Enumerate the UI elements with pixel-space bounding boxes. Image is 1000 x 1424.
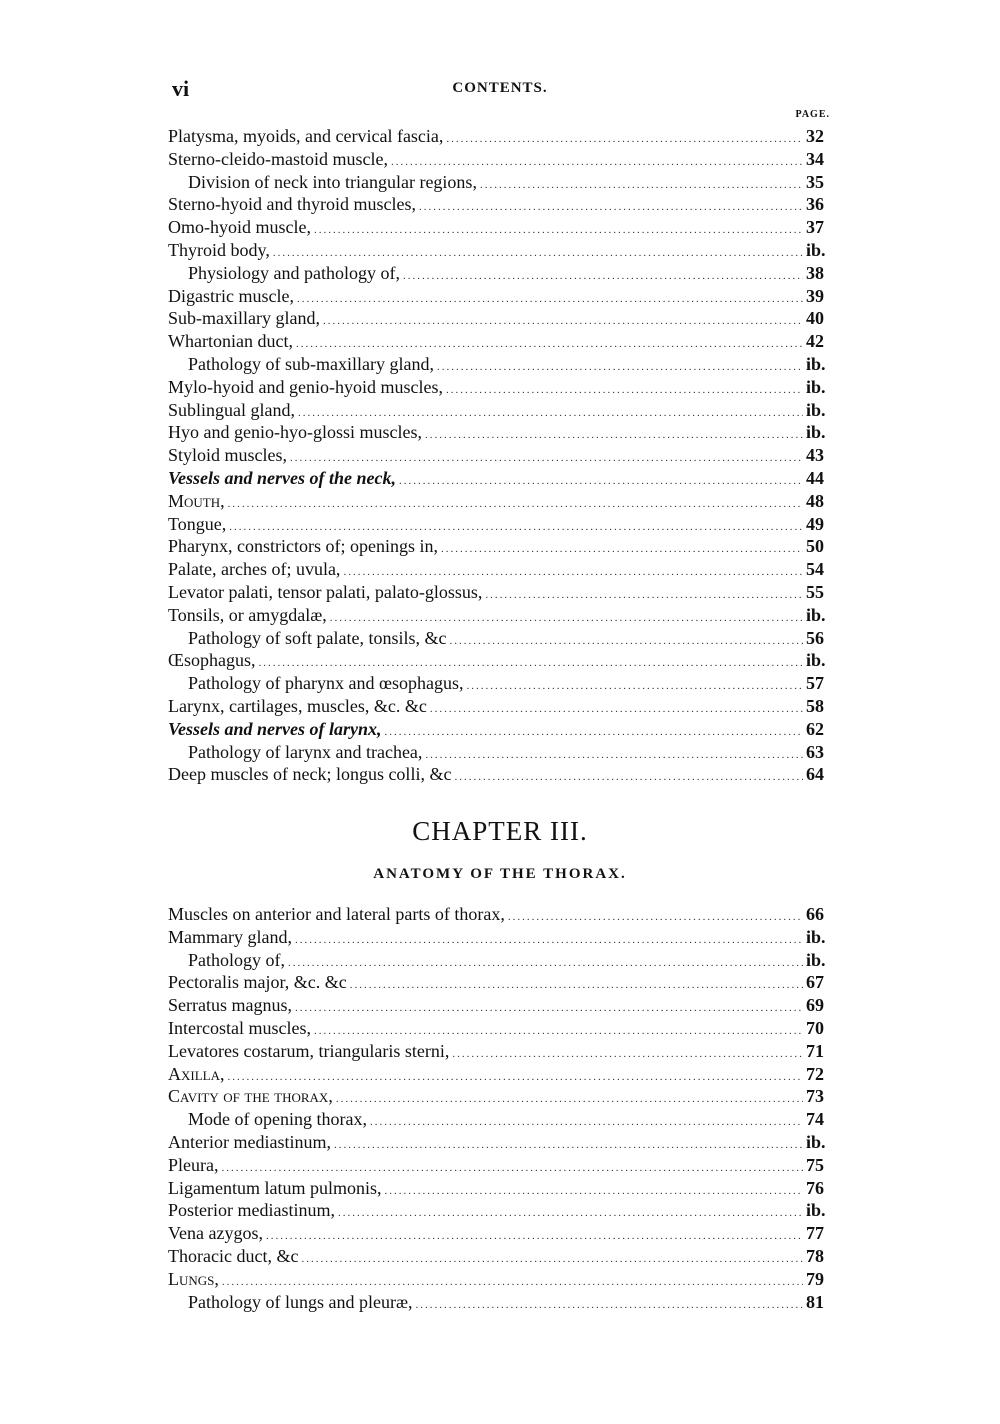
chapter-heading: CHAPTER III. [412, 816, 588, 846]
toc-entry-title: Œsophagus, [168, 650, 256, 671]
toc-entry-page: ib. [806, 376, 826, 397]
dot-leader [446, 128, 803, 151]
page-column-label: PAGE. [795, 109, 830, 120]
dot-leader [480, 174, 803, 197]
dot-leader [441, 538, 803, 561]
toc-entry-page: 56 [806, 627, 824, 648]
dot-leader [295, 997, 803, 1020]
dot-leader [430, 698, 803, 721]
dot-leader [323, 310, 803, 333]
toc-entry-title: Sublingual gland, [168, 399, 295, 420]
toc-entry [168, 125, 834, 148]
toc-entry-page: 32 [806, 126, 824, 146]
dot-leader [415, 1294, 803, 1317]
toc-entry [168, 926, 834, 949]
toc-entry-page: 54 [806, 559, 824, 580]
toc-entry [168, 353, 834, 376]
toc-entry-title: Physiology and pathology of, [188, 262, 400, 283]
toc-entry-title: Digastric muscle, [168, 285, 294, 306]
toc-entry-title: Omo-hyoid muscle, [168, 217, 311, 238]
toc-entry-title: Pleura, [168, 1154, 219, 1175]
toc-entry [168, 1291, 834, 1314]
toc-entry [168, 1131, 834, 1154]
toc-entry-title: Levator palati, tensor palati, palato-glossus, [168, 581, 483, 602]
toc-entry-page: 64 [806, 764, 824, 785]
toc-entry-page: ib. [806, 926, 826, 947]
toc-entry-title: Pathology of soft palate, tonsils, &c [188, 627, 447, 648]
toc-entry-page: 49 [806, 513, 824, 534]
toc-entry-title: Muscles on anterior and lateral parts of thorax, [168, 904, 505, 924]
toc-entry-page: ib. [806, 1131, 826, 1152]
toc-entry-title: Whartonian duct, [168, 331, 293, 352]
dot-leader [437, 356, 803, 379]
toc-entry [168, 171, 834, 194]
toc-entry [168, 1154, 834, 1177]
toc-entry-page: 74 [806, 1109, 824, 1130]
toc-entry-page: 48 [806, 490, 824, 511]
toc-entry [168, 421, 834, 444]
toc-entry-title: Vessels and nerves of the neck, [168, 467, 396, 488]
toc-entry [168, 672, 834, 695]
toc-entry-page: 67 [806, 972, 824, 993]
toc-entry-page: ib. [806, 239, 826, 260]
toc-entry-title: Vessels and nerves of larynx, [168, 718, 382, 739]
toc-entry [168, 513, 834, 536]
dot-leader [419, 196, 803, 219]
toc-entry-title: Tongue, [168, 513, 227, 534]
toc-entry-page: ib. [806, 650, 826, 671]
toc-entry-page: ib. [806, 353, 826, 374]
toc-entry-page: ib. [806, 604, 826, 625]
toc-entry [168, 558, 834, 581]
toc-entry-page: 36 [806, 194, 824, 215]
dot-leader [452, 1043, 803, 1066]
toc-entry-title: Thoracic duct, &c [168, 1245, 299, 1266]
chapter-subtitle: ANATOMY OF THE THORAX. [373, 866, 627, 882]
page-number: vi [172, 76, 190, 101]
toc-entry-page: 37 [806, 217, 824, 238]
toc-entry [168, 1017, 834, 1040]
toc-entry-title: Larynx, cartilages, muscles, &c. &c [168, 695, 427, 716]
toc-entry-title: Pathology of sub-maxillary gland, [188, 353, 434, 374]
dot-leader [370, 1111, 803, 1134]
toc-entry-page: 44 [806, 467, 824, 488]
toc-entry [168, 399, 834, 422]
toc-entry-title: Thyroid body, [168, 239, 270, 260]
toc-entry [168, 994, 834, 1017]
toc-entry [168, 376, 834, 399]
toc-entry [168, 193, 834, 216]
toc-entry-page: 34 [806, 148, 824, 169]
toc-entry-page: 50 [806, 536, 824, 557]
toc-entry [168, 307, 834, 330]
toc-entry-title: Sub-maxillary gland, [168, 308, 320, 329]
toc-entry-title: Ligamentum latum pulmonis, [168, 1177, 382, 1198]
toc-entry-title: Styloid muscles, [168, 445, 288, 466]
toc-entry-page: 73 [806, 1086, 824, 1107]
toc-entry-title: Hyo and genio-hyo-glossi muscles, [168, 422, 422, 443]
dot-leader [228, 493, 803, 516]
toc-entry [168, 239, 834, 262]
toc-entry [168, 971, 834, 994]
dot-leader [334, 1134, 803, 1157]
toc-entry [168, 1063, 834, 1086]
dot-leader [485, 584, 803, 607]
toc-entry-page: ib. [806, 399, 826, 420]
toc-entry [168, 741, 834, 764]
toc-entry-page: ib. [806, 1200, 826, 1221]
toc-section-thorax [168, 903, 834, 1313]
toc-entry-page: 70 [806, 1017, 824, 1038]
dot-leader [403, 265, 803, 288]
toc-entry [168, 1040, 834, 1063]
toc-entry-title: Palate, arches of; uvula, [168, 559, 341, 580]
toc-entry-title: Pharynx, constrictors of; openings in, [168, 536, 438, 557]
toc-entry-page: 75 [806, 1154, 824, 1175]
toc-entry-title: Pathology of pharynx and œsophagus, [188, 673, 464, 694]
toc-entry-title: Mylo-hyoid and genio-hyoid muscles, [168, 376, 443, 397]
dot-leader [385, 721, 803, 744]
toc-entry [168, 262, 834, 285]
toc-entry [168, 718, 834, 741]
dot-leader [446, 379, 803, 402]
toc-entry-page: 42 [806, 331, 824, 352]
toc-entry-title: Serratus magnus, [168, 995, 292, 1016]
toc-entry-page: 40 [806, 308, 824, 329]
toc-entry-page: 71 [806, 1040, 824, 1061]
toc-entry-page: 77 [806, 1223, 824, 1244]
toc-entry [168, 148, 834, 171]
toc-entry-page: 76 [806, 1177, 824, 1198]
toc-entry [168, 949, 834, 972]
toc-entry [168, 581, 834, 604]
toc-entry-title: Sterno-cleido-mastoid muscle, [168, 148, 388, 169]
toc-entry [168, 330, 834, 353]
toc-entry-title: Division of neck into triangular regions, [188, 171, 477, 192]
dot-leader [449, 630, 803, 653]
toc-entry-title: Sterno-hyoid and thyroid muscles, [168, 194, 416, 215]
toc-entry [168, 1222, 834, 1245]
dot-leader [425, 424, 803, 447]
dot-leader [301, 1248, 803, 1271]
toc-entry [168, 285, 834, 308]
toc-entry-title: Axilla, [168, 1063, 225, 1084]
toc-entry-title: Tonsils, or amygdalæ, [168, 604, 327, 625]
toc-entry [168, 1199, 834, 1222]
dot-leader [466, 675, 803, 698]
toc-entry [168, 490, 834, 513]
toc-entry [168, 903, 834, 926]
dot-leader [314, 219, 803, 242]
toc-entry-title: Mode of opening thorax, [188, 1109, 367, 1130]
toc-entry-page: 78 [806, 1245, 824, 1266]
dot-leader [297, 288, 803, 311]
toc-entry-page: 63 [806, 741, 824, 762]
toc-entry-page: 38 [806, 262, 824, 283]
toc-entry-title: Posterior mediastinum, [168, 1200, 335, 1221]
toc-entry [168, 1268, 834, 1291]
toc-entry [168, 535, 834, 558]
toc-entry-title: Anterior mediastinum, [168, 1131, 331, 1152]
toc-entry-page: ib. [806, 949, 826, 970]
toc-entry-title: Levatores costarum, triangularis sterni, [168, 1040, 450, 1061]
toc-entry [168, 1085, 834, 1108]
dot-leader [384, 1180, 803, 1203]
dot-leader [338, 1202, 803, 1225]
toc-entry-page: 55 [806, 581, 824, 602]
toc-entry-title: Deep muscles of neck; longus colli, &c [168, 764, 452, 785]
toc-entry-page: 69 [806, 995, 824, 1016]
toc-entry-page: 66 [806, 904, 824, 924]
toc-entry [168, 649, 834, 672]
toc-entry-title: Mouth, [168, 490, 225, 511]
toc-entry [168, 216, 834, 239]
toc-entry [168, 1245, 834, 1268]
toc-entry-title: Pathology of larynx and trachea, [188, 741, 423, 762]
toc-entry-page: 39 [806, 285, 824, 306]
toc-entry [168, 604, 834, 627]
toc-entry-title: Pathology of, [188, 949, 285, 970]
toc-entry-title: Vena azygos, [168, 1223, 263, 1244]
toc-entry-page: 72 [806, 1063, 824, 1084]
toc-entry-page: 35 [806, 171, 824, 192]
toc-entry-title: Mammary gland, [168, 926, 292, 947]
toc-entry [168, 1177, 834, 1200]
toc-section-neck [168, 125, 834, 786]
toc-entry-page: 79 [806, 1268, 824, 1289]
toc-entry-title: Platysma, myoids, and cervical fascia, [168, 126, 444, 146]
toc-entry [168, 763, 834, 786]
toc-entry-title: Pathology of lungs and pleuræ, [188, 1291, 413, 1312]
toc-entry [168, 444, 834, 467]
dot-leader [454, 766, 803, 789]
toc-entry [168, 695, 834, 718]
dot-leader [288, 952, 803, 975]
dot-leader [295, 929, 803, 952]
toc-entry-page: 43 [806, 445, 824, 466]
toc-entry-page: 81 [806, 1291, 824, 1312]
toc-entry-page: 62 [806, 718, 824, 739]
toc-entry-title: Intercostal muscles, [168, 1017, 311, 1038]
toc-entry-title: Cavity of the thorax, [168, 1086, 333, 1107]
running-head: CONTENTS. [452, 80, 548, 96]
toc-entry-title: Lungs, [168, 1268, 219, 1289]
toc-entry [168, 627, 834, 650]
dot-leader [336, 1088, 803, 1111]
toc-entry-title: Pectoralis major, &c. &c [168, 972, 347, 993]
toc-entry-page: 58 [806, 695, 824, 716]
toc-entry [168, 1108, 834, 1131]
toc-entry-page: 57 [806, 673, 824, 694]
toc-entry [168, 467, 834, 490]
dot-leader [266, 1225, 803, 1248]
dot-leader [399, 470, 803, 493]
dot-leader [425, 744, 803, 767]
toc-entry-page: ib. [806, 422, 826, 443]
dot-leader [350, 974, 803, 997]
dot-leader [508, 906, 803, 929]
